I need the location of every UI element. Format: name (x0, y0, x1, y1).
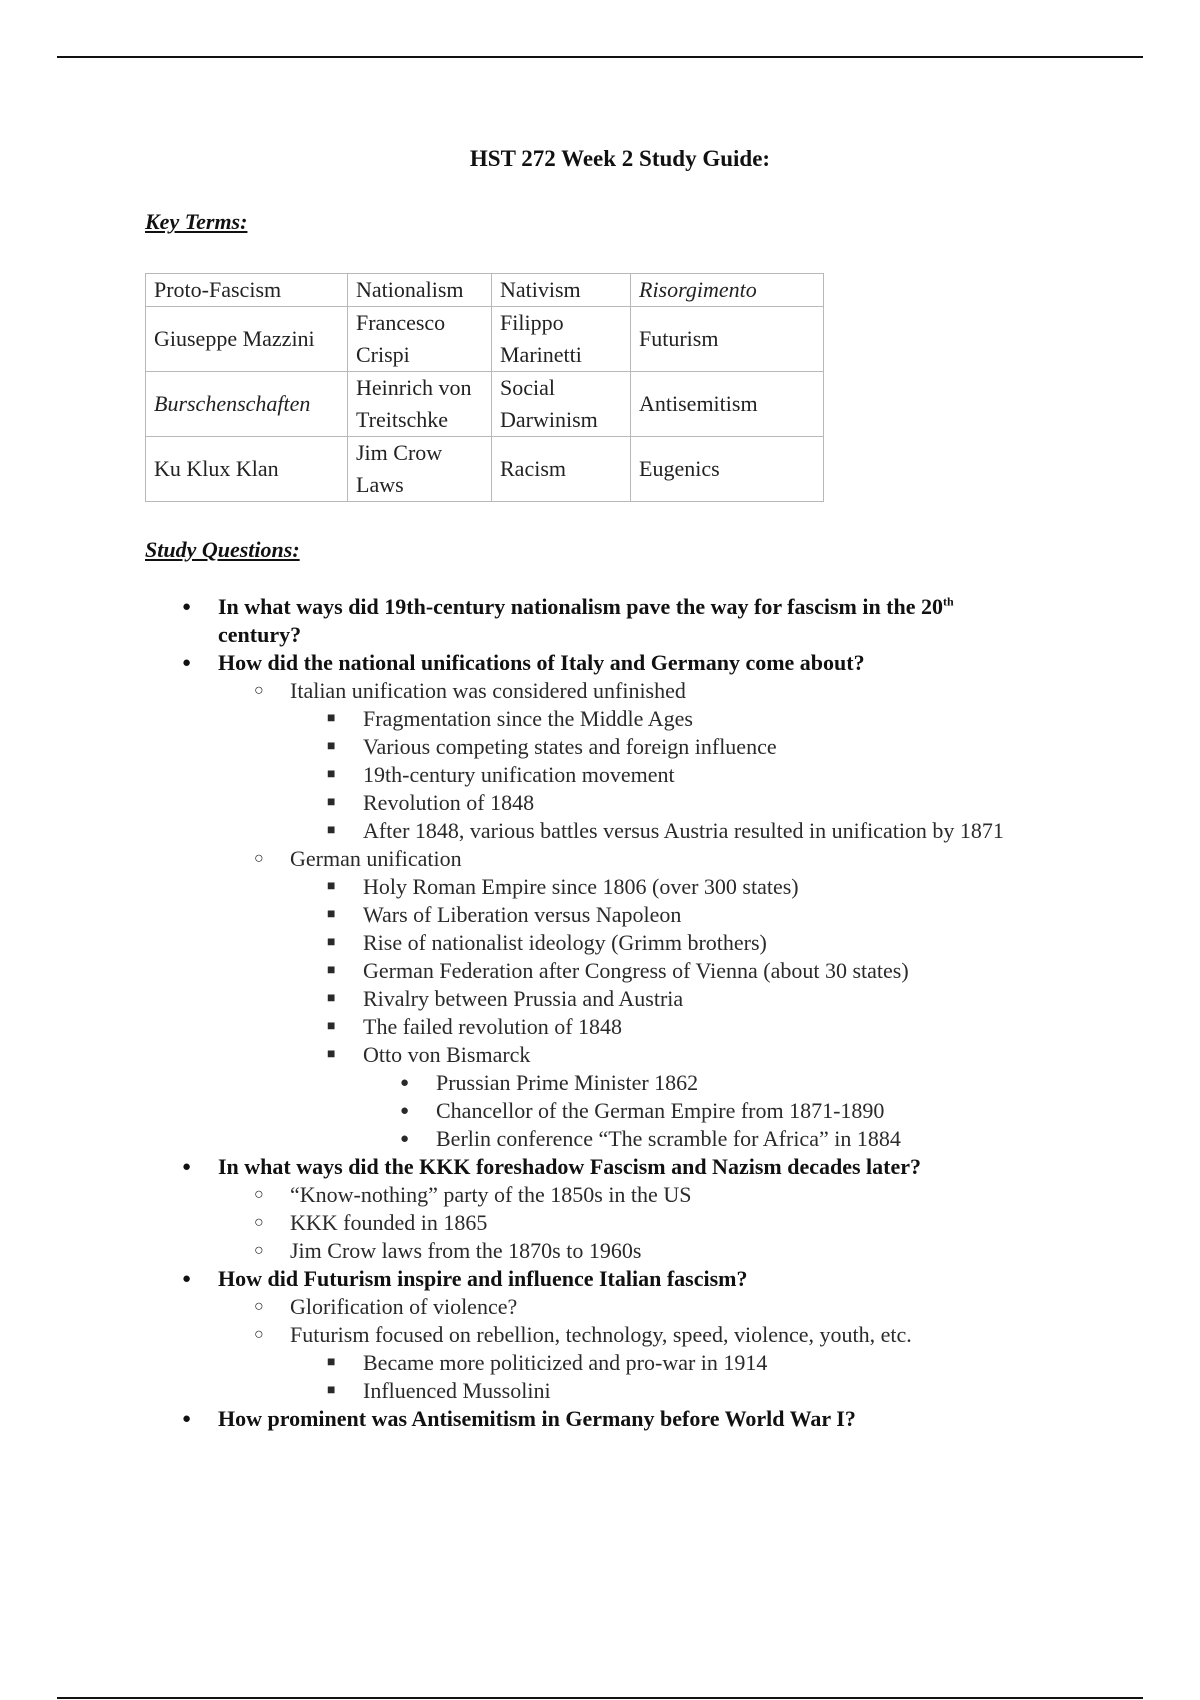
table-cell: Antisemitism (631, 372, 824, 437)
list-item: ○ Glorification of violence? (0, 1293, 1200, 1321)
table-row (146, 372, 824, 437)
table-cell: Racism (492, 437, 631, 502)
key-terms-table (145, 273, 824, 502)
page-title: HST 272 Week 2 Study Guide: (469, 146, 771, 171)
question-2: ● How did the national unifications of Italy and Germany come about? (0, 649, 1038, 677)
table-cell: Francesco Crispi (348, 307, 492, 372)
list-item: ○ “Know-nothing” party of the 1850s in the US (0, 1181, 1200, 1209)
list-item: ■ Wars of Liberation versus Napoleon (0, 901, 1200, 929)
table-row (146, 307, 824, 372)
list-item: ■ Fragmentation since the Middle Ages (0, 705, 1200, 733)
table-cell: Proto-Fascism (146, 274, 348, 307)
table-cell: Nationalism (348, 274, 492, 307)
list-item: ● Chancellor of the German Empire from 1871-1890 (0, 1097, 1200, 1125)
table-cell: Risorgimento (631, 274, 824, 307)
table-cell: Social Darwinism (492, 372, 631, 437)
table-cell: Filippo Marinetti (492, 307, 631, 372)
list-item: ○ Futurism focused on rebellion, technology, speed, violence, youth, etc. (0, 1321, 1200, 1349)
ordinal-suffix: th (943, 594, 954, 609)
bottom-rule (57, 1697, 1143, 1699)
table-cell: Eugenics (631, 437, 824, 502)
key-terms-heading: Key Terms: (145, 209, 248, 234)
list-item: ■ After 1848, various battles versus Austria resulted in unification by 1871 (0, 817, 1200, 845)
list-item: ■ German Federation after Congress of Vienna (about 30 states) (0, 957, 1200, 985)
question-3: ● In what ways did the KKK foreshadow Fascism and Nazism decades later? (0, 1153, 1038, 1181)
question-1 (0, 593, 1038, 649)
table-row (146, 274, 824, 307)
list-item: ■ Influenced Mussolini (0, 1377, 1200, 1405)
table-cell: Nativism (492, 274, 631, 307)
list-item: ■ 19th-century unification movement (0, 761, 1200, 789)
list-item: ■ Otto von Bismarck (0, 1041, 1200, 1069)
table-cell: Ku Klux Klan (146, 437, 348, 502)
question-text: In what ways did 19th-century nationalism pave the way for fascism in the 20 (218, 594, 944, 619)
table-cell: Futurism (631, 307, 824, 372)
question-5: ● How prominent was Antisemitism in Germany before World War I? (0, 1405, 1038, 1433)
list-item: ○ German unification (0, 845, 1200, 873)
list-item: ■ Became more politicized and pro-war in 1914 (0, 1349, 1200, 1377)
table-cell: Heinrich von Treitschke (348, 372, 492, 437)
table-row (146, 437, 824, 502)
table-cell: Burschenschaften (146, 372, 348, 437)
question-text-continued: century? (218, 622, 302, 647)
list-item: ■ Revolution of 1848 (0, 789, 1200, 817)
list-item: ○ Italian unification was considered unfinished (0, 677, 1200, 705)
study-questions-list (0, 593, 1200, 1433)
study-questions-heading: Study Questions: (145, 537, 300, 562)
list-item: ○ KKK founded in 1865 (0, 1209, 1200, 1237)
top-rule (57, 56, 1143, 58)
list-item: ● Prussian Prime Minister 1862 (0, 1069, 1200, 1097)
question-4: ● How did Futurism inspire and influence Italian fascism? (0, 1265, 1038, 1293)
list-item: ● Berlin conference “The scramble for Africa” in 1884 (0, 1125, 1200, 1153)
list-item: ■ Holy Roman Empire since 1806 (over 300 states) (0, 873, 1200, 901)
list-item: ■ The failed revolution of 1848 (0, 1013, 1200, 1041)
list-item: ■ Various competing states and foreign influence (0, 733, 1200, 761)
list-item: ○ Jim Crow laws from the 1870s to 1960s (0, 1237, 1200, 1265)
list-item: ■ Rise of nationalist ideology (Grimm brothers) (0, 929, 1200, 957)
table-cell: Jim Crow Laws (348, 437, 492, 502)
list-item: ■ Rivalry between Prussia and Austria (0, 985, 1200, 1013)
table-cell: Giuseppe Mazzini (146, 307, 348, 372)
